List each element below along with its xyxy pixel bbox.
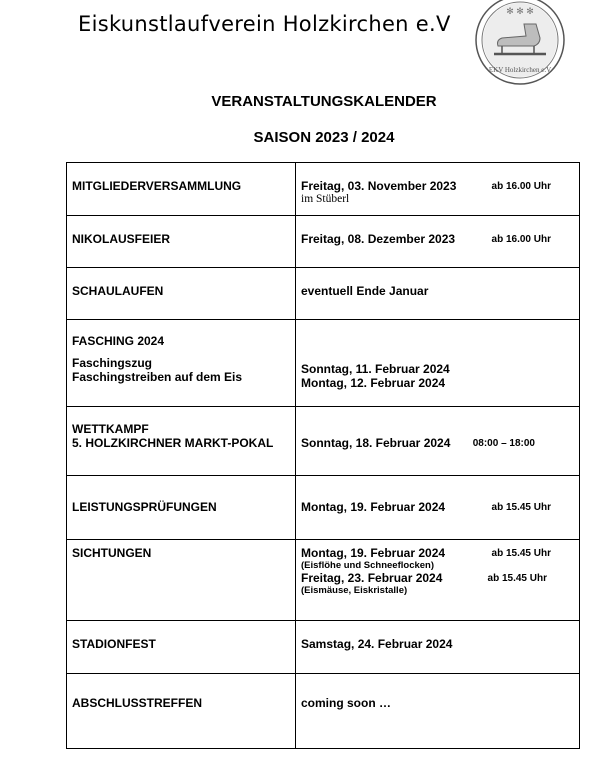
event-name: MITGLIEDERVERSAMMLUNG (72, 179, 242, 193)
event-name: FASCHING 2024 (72, 334, 165, 348)
event-date: Sonntag, 11. Februar 2024 (301, 362, 450, 376)
event-name: LEISTUNGSPRÜFUNGEN (72, 500, 217, 514)
event-time: ab 15.45 Uhr (491, 502, 551, 513)
event-date: coming soon … (301, 696, 391, 710)
event-name: NIKOLAUSFEIER (72, 232, 171, 246)
event-note: (Eisflöhe und Schneeflocken) (301, 560, 435, 571)
event-date: Montag, 19. Februar 2024 (301, 500, 446, 514)
event-date: Freitag, 03. November 2023 (301, 179, 457, 193)
table-row (67, 268, 580, 320)
event-date: Freitag, 23. Februar 2024 (301, 571, 443, 585)
svg-text:EKV Holzkirchen e.V: EKV Holzkirchen e.V (488, 66, 552, 74)
event-name: ABSCHLUSSTREFFEN (72, 696, 203, 710)
event-subitem: Faschingszug (72, 356, 153, 370)
event-name: SCHAULAUFEN (72, 284, 164, 298)
svg-text:✻ ✻ ✻: ✻ ✻ ✻ (506, 6, 534, 16)
event-time: ab 15.45 Uhr (487, 573, 547, 584)
event-name: WETTKAMPF (72, 422, 149, 436)
event-time: 08:00 – 18:00 (472, 438, 535, 449)
table-row (67, 407, 580, 476)
table-row (67, 476, 580, 540)
event-note: im Stüberl (301, 193, 350, 205)
table-row (67, 320, 580, 407)
table-row (67, 216, 580, 268)
event-note: (Eismäuse, Eiskristalle) (301, 585, 408, 596)
event-date: eventuell Ende Januar (301, 284, 429, 298)
event-date: Montag, 19. Februar 2024 (301, 546, 446, 560)
event-time: ab 16.00 Uhr (491, 234, 551, 245)
event-time: ab 15.45 Uhr (491, 548, 551, 559)
event-date: Samstag, 24. Februar 2024 (301, 637, 453, 651)
event-calendar-table (66, 162, 580, 749)
event-time: ab 16.00 Uhr (491, 181, 551, 192)
event-date: Freitag, 08. Dezember 2023 (301, 232, 456, 246)
season-title: SAISON 2023 / 2024 (253, 129, 395, 146)
event-date: Sonntag, 18. Februar 2024 (301, 436, 451, 450)
event-name: 5. HOLZKIRCHNER MARKT-POKAL (72, 436, 274, 450)
event-date: Montag, 12. Februar 2024 (301, 376, 446, 390)
club-logo-icon (474, 0, 566, 86)
table-row (67, 621, 580, 674)
table-row (67, 674, 580, 749)
table-row (67, 163, 580, 216)
event-name: STADIONFEST (72, 637, 156, 651)
club-name: Eiskunstlaufverein Holzkirchen e.V (78, 12, 451, 36)
page-title: VERANSTALTUNGSKALENDER (211, 93, 437, 110)
event-name: SICHTUNGEN (72, 546, 152, 560)
event-subitem: Faschingstreiben auf dem Eis (72, 370, 243, 384)
table-row (67, 540, 580, 621)
